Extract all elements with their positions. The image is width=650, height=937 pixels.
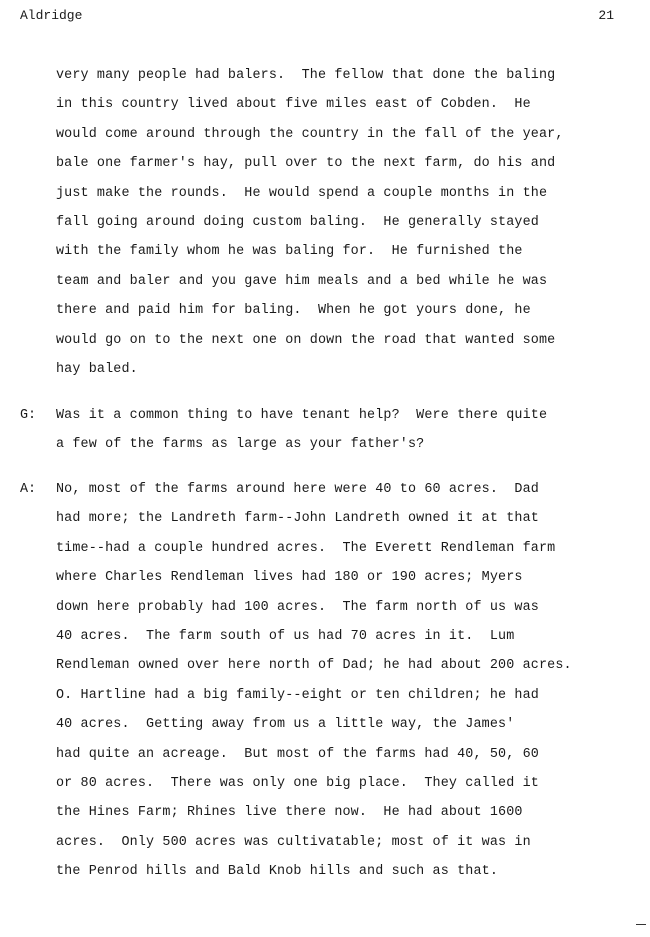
- page-number: 21: [598, 8, 614, 23]
- text-line: where Charles Rendleman lives had 180 or 190 acres; Myers: [56, 570, 523, 586]
- text-line: bale one farmer's hay, pull over to the next farm, do his and: [56, 156, 556, 172]
- text-line: with the family whom he was baling for. He furnished the: [56, 244, 523, 260]
- text-line: had more; the Landreth farm--John Landreth owned it at that: [56, 511, 539, 527]
- text-line: team and baler and you gave him meals and a bed while he was: [56, 273, 548, 289]
- text-line: would go on to the next one on down the road that wanted some: [56, 332, 556, 348]
- text-line: hay baled.: [56, 361, 138, 377]
- paragraph-lines: [56, 61, 636, 384]
- speaker-label: A:: [20, 482, 37, 497]
- text-line: had quite an acreage. But most of the farms had 40, 50, 60: [56, 746, 539, 762]
- text-line: No, most of the farms around here were 40 to 60 acres. Dad: [56, 482, 539, 497]
- text-line: in this country lived about five miles east of Cobden. He: [56, 97, 531, 113]
- text-line: there and paid him for baling. When he got yours done, he: [56, 303, 531, 319]
- text-line: acres. Only 500 acres was cultivatable; most of it was in: [56, 834, 531, 850]
- text-line: very many people had balers. The fellow that done the baling: [56, 68, 556, 83]
- text-line: a few of the farms as large as your father's?: [56, 437, 425, 453]
- text-line: or 80 acres. There was only one big place. They called it: [56, 775, 539, 791]
- text-line: just make the rounds. He would spend a couple months in the: [56, 185, 548, 201]
- page-edge-mark: [636, 924, 646, 925]
- text-line: down here probably had 100 acres. The farm north of us was: [56, 599, 539, 615]
- text-line: O. Hartline had a big family--eight or ten children; he had: [56, 687, 539, 703]
- text-line: Rendleman owned over here north of Dad; he had about 200 acres.: [56, 658, 572, 674]
- text-line: time--had a couple hundred acres. The Everett Rendleman farm: [56, 540, 556, 556]
- text-line: the Hines Farm; Rhines live there now. He had about 1600: [56, 805, 523, 821]
- text-line: Was it a common thing to have tenant help? Were there quite: [56, 408, 548, 423]
- text-line: fall going around doing custom baling. He generally stayed: [56, 214, 539, 230]
- page-header-name: Aldridge: [20, 8, 83, 23]
- text-line: would come around through the country in the fall of the year,: [56, 126, 564, 142]
- paragraph-lines: [56, 401, 636, 460]
- paragraph-lines: [56, 475, 636, 886]
- speaker-label: G:: [20, 408, 37, 423]
- text-line: the Penrod hills and Bald Knob hills and such as that.: [56, 864, 499, 880]
- text-line: 40 acres. The farm south of us had 70 acres in it. Lum: [56, 628, 515, 644]
- text-line: 40 acres. Getting away from us a little way, the James': [56, 717, 515, 733]
